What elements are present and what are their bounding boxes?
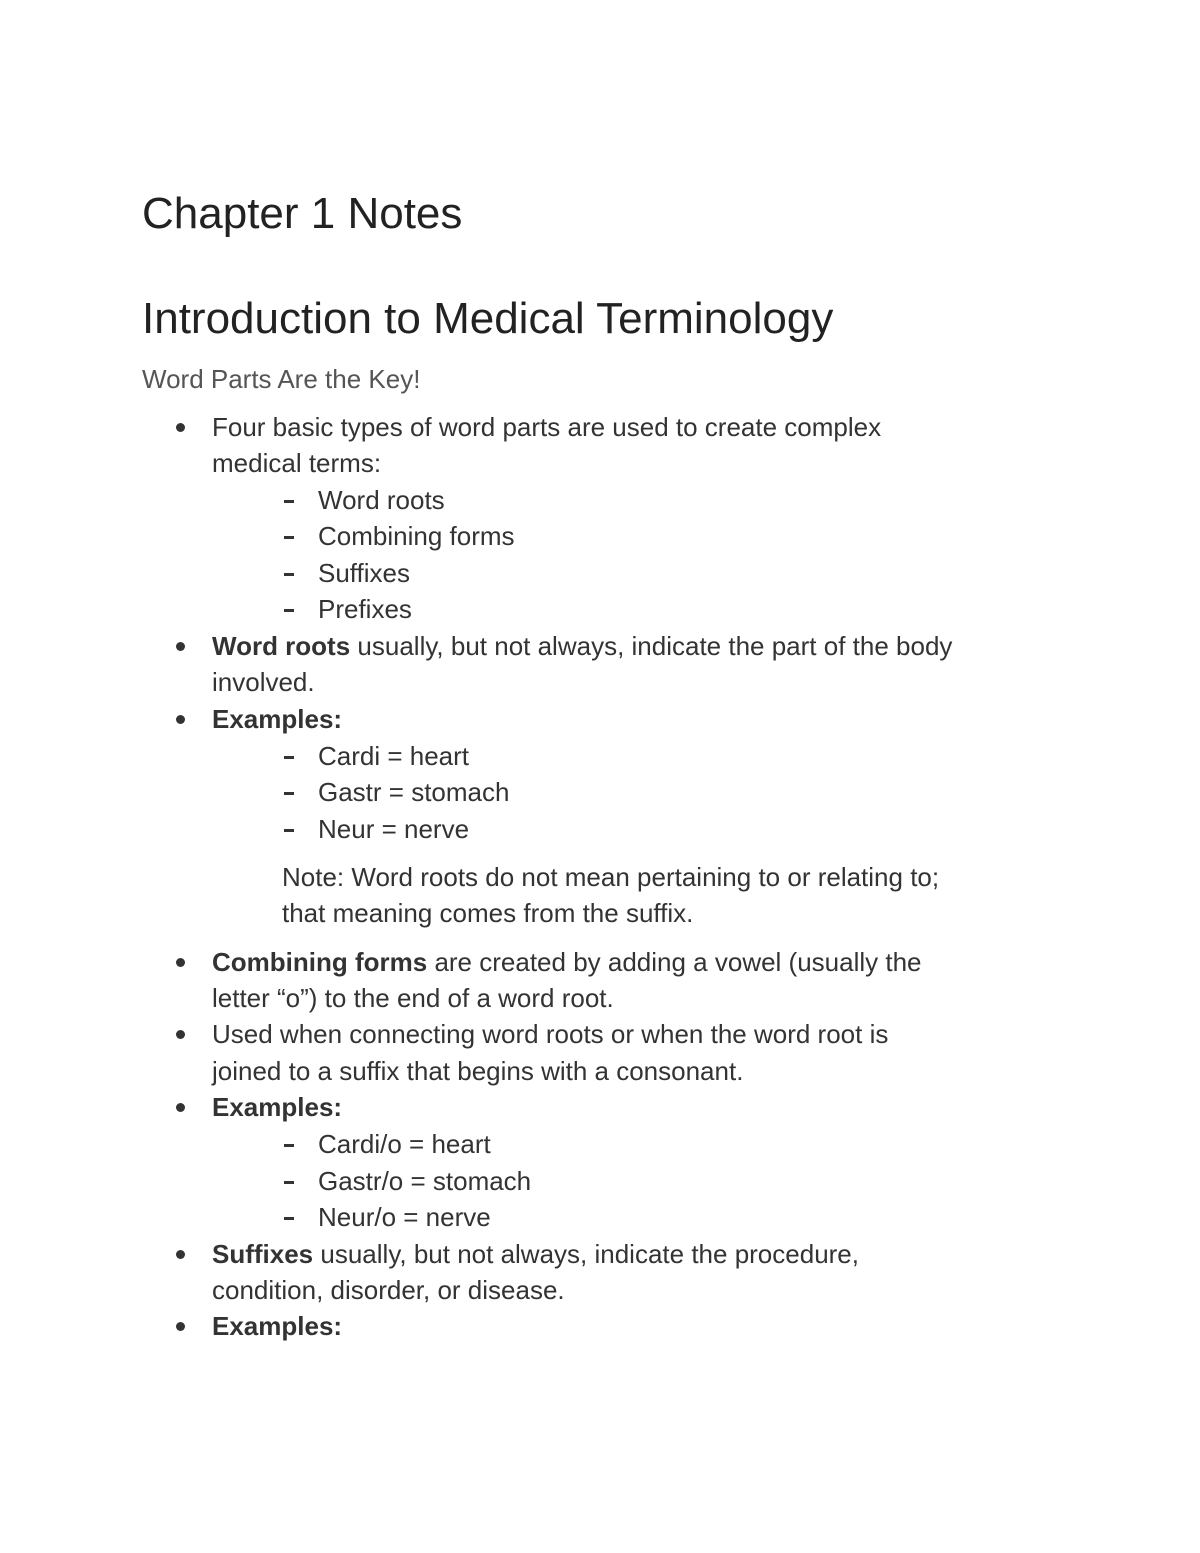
- dash-icon: [284, 500, 294, 503]
- dash-icon: [284, 756, 294, 759]
- bullet-text-line: [212, 701, 342, 738]
- bullet-dot-icon: [176, 642, 185, 651]
- dash-icon: [284, 536, 294, 539]
- bullet-text-line: [212, 628, 952, 665]
- sub-list-item: Neur/o = nerve: [318, 1202, 491, 1232]
- dash-icon: [284, 1144, 294, 1147]
- bullet-text-rest: usually, but not always, indicate the part of the body: [350, 631, 953, 661]
- bullet-dot-icon: [176, 715, 185, 724]
- sub-list-item: Cardi/o = heart: [318, 1129, 491, 1159]
- dash-icon: [284, 1217, 294, 1220]
- bullet-text-line: condition, disorder, or disease.: [212, 1275, 565, 1305]
- bullet-text-line: medical terms:: [212, 448, 382, 478]
- bullet-text-line: [212, 1308, 342, 1345]
- sub-list-item: Word roots: [318, 485, 445, 515]
- bold-term: Combining forms: [212, 947, 428, 977]
- bullet-text-rest: usually, but not always, indicate the procedure,: [313, 1239, 859, 1269]
- section-subtitle: Word Parts Are the Key!: [142, 364, 421, 394]
- bullet-dot-icon: [176, 1250, 185, 1259]
- sub-list-item: Combining forms: [318, 521, 515, 551]
- bold-term: Word roots: [212, 631, 351, 661]
- note-line: that meaning comes from the suffix.: [282, 898, 694, 928]
- bullet-text-line: [212, 1236, 859, 1273]
- dash-icon: [284, 792, 294, 795]
- bullet-text-line: [212, 944, 922, 981]
- bullet-dot-icon: [176, 1322, 185, 1331]
- bullet-text-line: letter “o”) to the end of a word root.: [212, 983, 614, 1013]
- bullet-dot-icon: [176, 958, 185, 967]
- examples-label: Examples:: [212, 1311, 343, 1341]
- bullet-text-line: Used when connecting word roots or when the word root is: [212, 1019, 889, 1049]
- bullet-text-line: joined to a suffix that begins with a consonant.: [212, 1056, 744, 1086]
- dash-icon: [284, 573, 294, 576]
- dash-icon: [284, 829, 294, 832]
- sub-list-item: Prefixes: [318, 594, 412, 624]
- bullet-dot-icon: [176, 1030, 185, 1039]
- bullet-dot-icon: [176, 423, 185, 432]
- bullet-text-rest: are created by adding a vowel (usually the: [427, 947, 922, 977]
- page-title: Chapter 1 Notes: [142, 189, 463, 238]
- bold-term: Suffixes: [212, 1239, 314, 1269]
- bullet-dot-icon: [176, 1103, 185, 1112]
- note-line: Note: Word roots do not mean pertaining to or relating to;: [282, 862, 940, 892]
- dash-icon: [284, 609, 294, 612]
- examples-label: Examples:: [212, 704, 343, 734]
- bullet-text-line: [212, 1089, 342, 1126]
- section-heading: Introduction to Medical Terminology: [142, 294, 834, 343]
- examples-label: Examples:: [212, 1092, 343, 1122]
- sub-list-item: Gastr = stomach: [318, 777, 510, 807]
- sub-list-item: Neur = nerve: [318, 814, 470, 844]
- sub-list-item: Suffixes: [318, 558, 411, 588]
- bullet-text-line: involved.: [212, 667, 315, 697]
- bullet-text-line: Four basic types of word parts are used to create complex: [212, 412, 882, 442]
- dash-icon: [284, 1181, 294, 1184]
- sub-list-item: Gastr/o = stomach: [318, 1166, 532, 1196]
- sub-list-item: Cardi = heart: [318, 741, 470, 771]
